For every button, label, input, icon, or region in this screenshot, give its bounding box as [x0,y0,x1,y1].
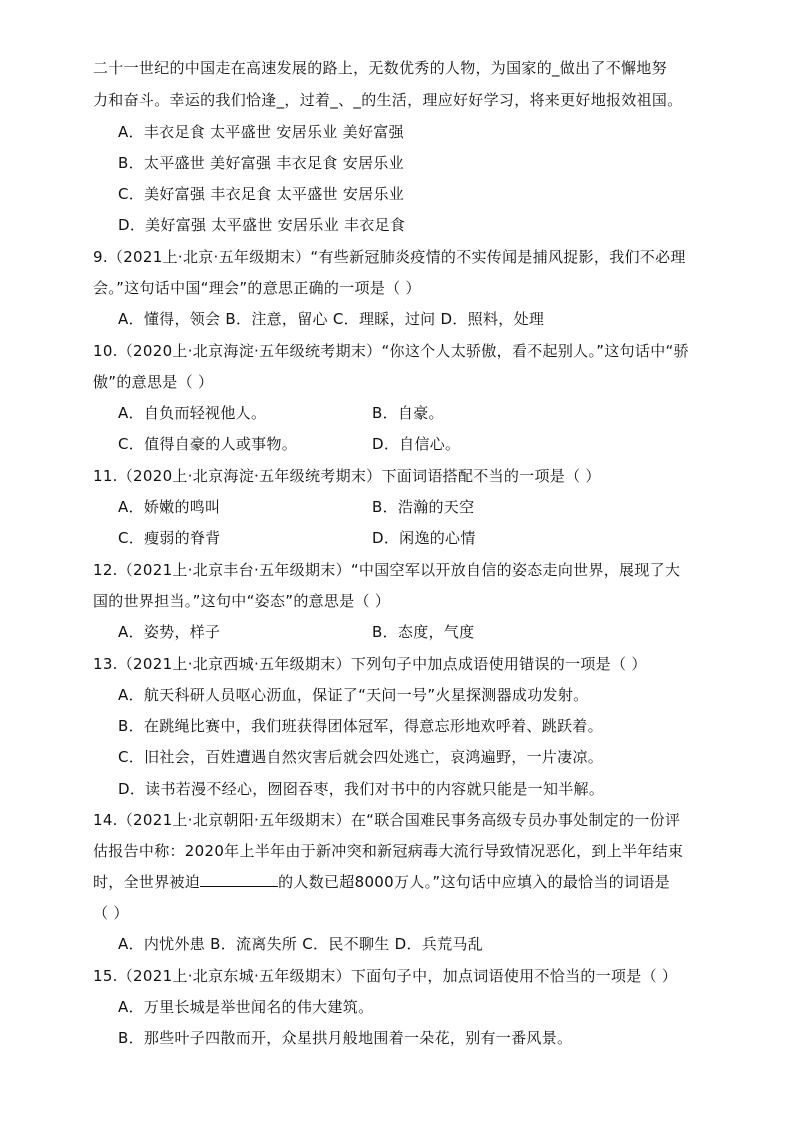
q14-stem-line-2: 估报告中称：2020年上半年由于新冲突和新冠病毒大流行导致情况恶化，到上半年结束 [93,842,684,860]
q14-answer-parens: （ ） [93,904,129,922]
q12-stem-line-2: 国的世界担当。”这句中“姿态”的意思是（ ） [93,592,391,610]
q13-stem: 13.（2021上·北京西城·五年级期末）下列句子中加点成语使用错误的一项是（ ） [93,655,647,673]
q14-stem-line-3-part-1: 时，全世界被迫 [93,873,201,891]
q8-stem-line-1: 二十一世纪的中国走在高速发展的路上，无数优秀的人物，为国家的_做出了不懈地努 [93,59,667,77]
q12-stem-line-1: 12.（2021上·北京丰台·五年级期末）“中国空军以开放自信的姿态走向世界，展现了大 [93,561,681,579]
q8-option-b: B．太平盛世 美好富强 丰衣足食 安居乐业 [118,154,404,172]
q12-option-a: A．姿势，样子 [118,623,221,641]
q10-stem-line-2: 傲”的意思是（ ） [93,373,214,391]
q9-options: A．懂得，领会 B．注意，留心 C．理睬，过问 D．照料，处理 [118,310,545,328]
q11-option-b: B．浩瀚的天空 [372,498,475,516]
q8-stem-line-2: 力和奋斗。幸运的我们恰逢_，过着_、_的生活，理应好好学习，将来更好地报效祖国。 [93,91,683,109]
q11-option-a: A．娇嫩的鸣叫 [118,498,221,516]
q14-options: A．内忧外患 B．流离失所 C．民不聊生 D．兵荒马乱 [118,935,483,953]
q11-option-d: D．闲逸的心情 [372,529,476,547]
q9-stem-line-2: 会。”这句话中国“理会”的意思正确的一项是（ ） [93,279,421,297]
q11-option-c: C．瘦弱的脊背 [118,529,221,547]
q15-stem: 15.（2021上·北京东城·五年级期末）下面句子中，加点词语使用不恰当的一项是（ ） [93,967,678,985]
q11-stem: 11.（2020上·北京海淀·五年级统考期末）下面词语搭配不当的一项是（ ） [93,467,601,485]
q14-stem-line-3-part-2: 的人数已超8000万人。”这句话中应填入的最恰当的词语是 [278,873,670,891]
q15-option-a: A．万里长城是举世闻名的伟大建筑。 [118,998,374,1016]
q8-option-d: D．美好富强 太平盛世 安居乐业 丰衣足食 [118,216,406,234]
q12-option-b: B．态度，气度 [372,623,475,641]
q8-option-c: C．美好富强 丰衣足食 太平盛世 安居乐业 [118,185,405,203]
q9-stem-line-1: 9.（2021上·北京·五年级期末）“有些新冠肺炎疫情的不实传闻是捕风捉影，我们不必理 [93,248,686,266]
q13-option-c: C．旧社会，百姓遭遇自然灾害后就会四处逃亡，哀鸿遍野，一片凄凉。 [118,748,604,766]
q10-stem-line-1: 10.（2020上·北京海淀·五年级统考期末）“你这个人太骄傲，看不起别人。”这句话中“骄 [93,342,689,360]
q15-option-b: B．那些叶子四散而开，众星拱月般地围着一朵花，别有一番风景。 [118,1029,573,1047]
q8-option-a: A．丰衣足食 太平盛世 安居乐业 美好富强 [118,123,404,141]
q10-option-d: D．自信心。 [372,435,461,453]
q13-option-b: B．在跳绳比赛中，我们班获得团体冠军，得意忘形地欢呼着、跳跃着。 [118,717,603,735]
q13-option-d: D．读书若漫不经心，囫囵吞枣，我们对书中的内容就只能是一知半解。 [118,780,605,798]
q13-option-a: A．航天科研人员呕心沥血，保证了“天问一号”火星探测器成功发射。 [118,686,589,704]
answer-blank [200,872,278,887]
q10-option-b: B．自豪。 [372,404,444,422]
q14-stem-line-3 [93,871,713,893]
q10-option-a: A．自负而轻视他人。 [118,404,267,422]
q14-stem-line-1: 14.（2021上·北京朝阳·五年级期末）在“联合国难民事务高级专员办事处制定的一份评 [93,811,681,829]
q10-option-c: C．值得自豪的人或事物。 [118,435,298,453]
